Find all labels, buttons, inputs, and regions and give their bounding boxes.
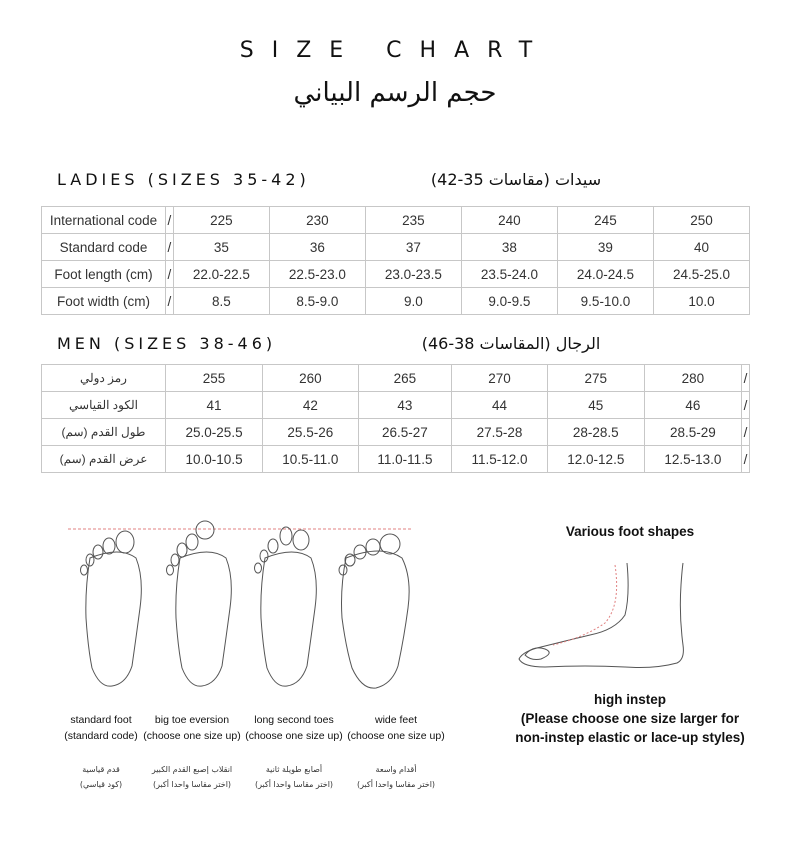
foot-type-note: (standard code) [64, 730, 138, 742]
table-cell: 10.0 [653, 288, 749, 315]
table-cell: 11.0-11.5 [358, 446, 452, 473]
table-cell: 28-28.5 [547, 419, 644, 446]
table-cell: 240 [461, 207, 557, 234]
row-label: طول القدم (سم) [42, 419, 166, 446]
table-row [42, 446, 750, 473]
table-cell: 230 [269, 207, 365, 234]
table-cell: 40 [653, 234, 749, 261]
table-cell: 8.5 [173, 288, 269, 315]
table-cell: / [166, 234, 174, 261]
long-second-toes-icon [255, 527, 317, 686]
foot-type-name-arabic: قدم قياسية [82, 765, 120, 774]
foot-types-illustration [60, 518, 420, 718]
foot-type-caption-long-second [242, 712, 346, 744]
table-cell: 255 [166, 365, 263, 392]
foot-type-note-arabic: (كود قياسي) [79, 780, 123, 789]
table-cell: 38 [461, 234, 557, 261]
high-instep-note [500, 690, 760, 747]
table-cell: 41 [166, 392, 263, 419]
table-cell: 24.0-24.5 [557, 261, 653, 288]
table-cell: 265 [358, 365, 452, 392]
standard-foot-icon [81, 531, 142, 686]
table-cell: 44 [452, 392, 547, 419]
foot-type-name: wide feet [374, 714, 418, 726]
table-cell: 9.0-9.5 [461, 288, 557, 315]
table-cell: 12.5-13.0 [644, 446, 741, 473]
foot-type-caption-big-toe-arabic [140, 762, 244, 792]
foot-type-note-arabic: (اختر مقاسا واحدا أكبر) [152, 780, 232, 789]
table-cell: 8.5-9.0 [269, 288, 365, 315]
table-row [42, 207, 750, 234]
table-cell: 35 [173, 234, 269, 261]
foot-type-caption-long-second-arabic [242, 762, 346, 792]
table-cell: 45 [547, 392, 644, 419]
foot-type-name: long second toes [254, 714, 334, 726]
foot-type-name: standard foot [70, 714, 132, 726]
table-cell: 235 [365, 207, 461, 234]
table-cell: 9.5-10.0 [557, 288, 653, 315]
table-cell: 260 [263, 365, 358, 392]
table-cell: 23.5-24.0 [461, 261, 557, 288]
table-cell: 10.0-10.5 [166, 446, 263, 473]
row-label: عرض القدم (سم) [42, 446, 166, 473]
table-cell: 28.5-29 [644, 419, 741, 446]
ladies-heading: LADIES (SIZES 35-42) [57, 170, 310, 189]
foot-type-caption-standard [58, 712, 144, 744]
chart-title: SIZE CHART [239, 38, 551, 63]
table-row [42, 288, 750, 315]
row-label: Standard code [42, 234, 166, 261]
table-cell: 37 [365, 234, 461, 261]
row-label: رمز دولي [42, 365, 166, 392]
table-row [42, 365, 750, 392]
table-cell: 22.0-22.5 [173, 261, 269, 288]
foot-shapes-title: Various foot shapes [565, 524, 695, 539]
men-heading-arabic: الرجال (المقاسات 38-46) [421, 334, 601, 353]
foot-type-caption-wide-arabic [344, 762, 448, 792]
table-cell: 225 [173, 207, 269, 234]
table-cell: / [166, 288, 174, 315]
table-cell: 245 [557, 207, 653, 234]
ladies-heading-arabic: سيدات (مقاسات 35-42) [430, 170, 602, 189]
chart-title-arabic: حجم الرسم البياني [293, 78, 497, 108]
table-cell: 250 [653, 207, 749, 234]
table-cell: 270 [452, 365, 547, 392]
table-cell: / [741, 419, 749, 446]
row-label: International code [42, 207, 166, 234]
table-cell: 25.0-25.5 [166, 419, 263, 446]
foot-type-note: (choose one size up) [347, 730, 445, 742]
table-cell: 11.5-12.0 [452, 446, 547, 473]
foot-type-caption-standard-arabic [58, 762, 144, 792]
table-cell: 26.5-27 [358, 419, 452, 446]
table-cell: 36 [269, 234, 365, 261]
table-cell: 43 [358, 392, 452, 419]
high-instep-advice-line2: non-instep elastic or lace-up styles) [515, 730, 745, 745]
table-cell: 24.5-25.0 [653, 261, 749, 288]
foot-type-caption-big-toe [140, 712, 244, 744]
table-cell: / [741, 365, 749, 392]
foot-type-note: (choose one size up) [245, 730, 343, 742]
row-label: الكود القياسي [42, 392, 166, 419]
table-cell: / [741, 446, 749, 473]
row-label: Foot width (cm) [42, 288, 166, 315]
table-cell: 275 [547, 365, 644, 392]
foot-type-note: (choose one size up) [143, 730, 241, 742]
table-cell: 9.0 [365, 288, 461, 315]
foot-type-name-arabic: انقلاب إصبع القدم الكبير [151, 765, 233, 774]
foot-type-note-arabic: (اختر مقاسا واحدا أكبر) [254, 780, 334, 789]
table-cell: / [166, 207, 174, 234]
high-instep-foot-icon [505, 555, 705, 685]
table-cell: 280 [644, 365, 741, 392]
table-cell: 27.5-28 [452, 419, 547, 446]
high-instep-advice-line1: (Please choose one size larger for [520, 711, 740, 726]
men-heading: MEN (SIZES 38-46) [57, 334, 277, 353]
table-row [42, 234, 750, 261]
table-row [42, 392, 750, 419]
table-cell: 22.5-23.0 [269, 261, 365, 288]
foot-type-note-arabic: (اختر مقاسا واحدا أكبر) [356, 780, 436, 789]
foot-type-caption-wide [344, 712, 448, 744]
table-row [42, 419, 750, 446]
table-cell: / [166, 261, 174, 288]
table-row [42, 261, 750, 288]
row-label: Foot length (cm) [42, 261, 166, 288]
table-cell: 25.5-26 [263, 419, 358, 446]
table-cell: 42 [263, 392, 358, 419]
big-toe-eversion-icon [167, 521, 232, 686]
foot-type-name-arabic: أصابع طويلة ثانية [265, 765, 323, 774]
table-cell: / [741, 392, 749, 419]
table-cell: 46 [644, 392, 741, 419]
men-size-table [41, 364, 750, 473]
table-cell: 39 [557, 234, 653, 261]
wide-feet-icon [339, 534, 409, 688]
foot-type-name-arabic: أقدام واسعة [375, 765, 417, 774]
high-instep-label: high instep [594, 692, 666, 707]
table-cell: 10.5-11.0 [263, 446, 358, 473]
table-cell: 12.0-12.5 [547, 446, 644, 473]
foot-type-name: big toe eversion [154, 714, 230, 726]
table-cell: 23.0-23.5 [365, 261, 461, 288]
ladies-size-table [41, 206, 750, 315]
